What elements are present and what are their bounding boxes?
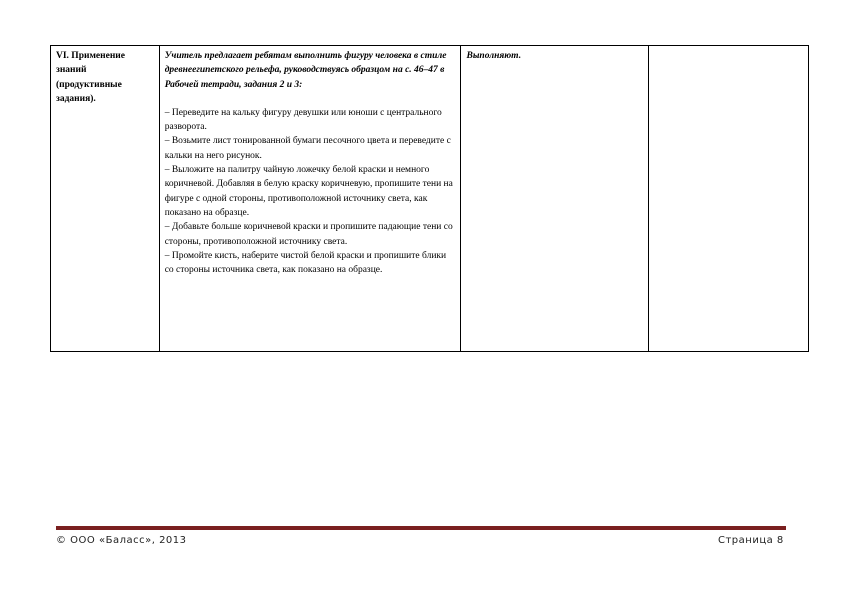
- teacher-intro: Учитель предлагает ребятам выполнить фигуру человека в стиле древнеегипетского рельефа, руководствуясь образцом на с. 46–47 в Рабочей тетради, задания 2 и 3:: [164, 51, 447, 90]
- student-activity-cell: Выполняют.: [461, 46, 649, 352]
- step-item: – Промойте кисть, наберите чистой белой краски и пропишите блики со стороны источника света, как показано на образце.: [164, 250, 447, 276]
- step-item: – Добавьте больше коричневой краски и пропишите падающие тени со стороны, противоположной источнику света.: [164, 222, 453, 247]
- teacher-activity-cell: [159, 46, 461, 352]
- notes-cell: [649, 46, 809, 352]
- table-row: [51, 46, 809, 352]
- stage-cell: VI. Применение знаний (продуктивные задания).: [51, 46, 160, 352]
- footer-copyright: © ООО «Баласс», 2013: [56, 535, 187, 546]
- footer-divider: [56, 526, 786, 530]
- steps-list: [165, 106, 456, 278]
- step-item: – Возьмите лист тонированной бумаги песочного цвета и переведите с кальки на него рисунок.: [164, 136, 451, 161]
- step-item: – Переведите на кальку фигуру девушки или юноши с центрального разворота.: [164, 107, 442, 133]
- step-item: – Выложите на палитру чайную ложечку белой краски и немного коричневой. Добавляя в белую краску коричневую, пропишите тени на фигуре с одной стороны, противоположной источнику света, как показано на образце.: [164, 165, 453, 218]
- lesson-table: [50, 45, 809, 352]
- footer-page-number: Страница 8: [718, 535, 784, 546]
